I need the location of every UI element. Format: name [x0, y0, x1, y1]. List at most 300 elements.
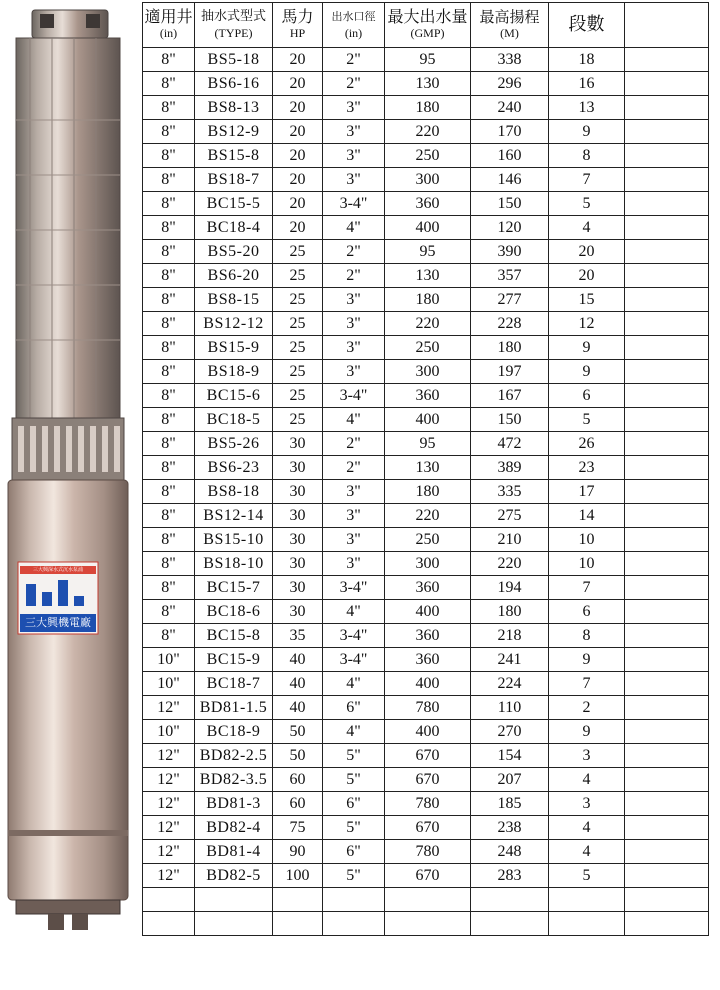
cell-well: 8" [143, 552, 195, 576]
cell-hp: 20 [273, 216, 323, 240]
cell-hp: 30 [273, 528, 323, 552]
cell-hp: 20 [273, 120, 323, 144]
cell-head: 338 [471, 48, 549, 72]
cell-stages: 5 [549, 192, 625, 216]
cell-empty [273, 912, 323, 936]
cell-head: 146 [471, 168, 549, 192]
cell-extra [625, 768, 709, 792]
cell-flow: 180 [385, 288, 471, 312]
cell-flow: 780 [385, 840, 471, 864]
table-row [143, 816, 709, 840]
cell-well: 12" [143, 840, 195, 864]
cell-head: 154 [471, 744, 549, 768]
cell-extra [625, 648, 709, 672]
cell-model: BC18-4 [195, 216, 273, 240]
cell-well: 8" [143, 408, 195, 432]
cell-extra [625, 600, 709, 624]
cell-stages: 9 [549, 720, 625, 744]
cell-outlet: 3-4" [323, 648, 385, 672]
cell-flow: 300 [385, 552, 471, 576]
cell-well: 8" [143, 336, 195, 360]
cell-stages: 14 [549, 504, 625, 528]
cell-flow: 780 [385, 696, 471, 720]
cell-outlet: 2" [323, 72, 385, 96]
table-row [143, 408, 709, 432]
table-row [143, 768, 709, 792]
cell-model: BS5-26 [195, 432, 273, 456]
cell-head: 283 [471, 864, 549, 888]
cell-head: 238 [471, 816, 549, 840]
cell-hp: 20 [273, 48, 323, 72]
header-stages: 段數 [549, 3, 625, 48]
cell-well: 8" [143, 432, 195, 456]
cell-outlet: 3" [323, 144, 385, 168]
cell-stages: 3 [549, 744, 625, 768]
cell-model: BS6-23 [195, 456, 273, 480]
cell-flow: 670 [385, 864, 471, 888]
table-row [143, 360, 709, 384]
cell-head: 120 [471, 216, 549, 240]
cell-extra [625, 744, 709, 768]
table-row [143, 504, 709, 528]
table-row [143, 480, 709, 504]
cell-hp: 40 [273, 672, 323, 696]
cell-model: BS8-15 [195, 288, 273, 312]
cell-extra [625, 288, 709, 312]
table-row [143, 792, 709, 816]
header-extra [625, 3, 709, 48]
cell-flow: 300 [385, 360, 471, 384]
cell-extra [625, 216, 709, 240]
cell-model: BS6-16 [195, 72, 273, 96]
cell-hp: 35 [273, 624, 323, 648]
cell-flow: 220 [385, 504, 471, 528]
cell-empty [549, 912, 625, 936]
cell-extra [625, 624, 709, 648]
cell-flow: 400 [385, 720, 471, 744]
cell-extra [625, 792, 709, 816]
cell-empty [143, 912, 195, 936]
cell-outlet: 3" [323, 120, 385, 144]
cell-outlet: 3" [323, 288, 385, 312]
cell-well: 8" [143, 96, 195, 120]
cell-extra [625, 144, 709, 168]
table-row [143, 528, 709, 552]
cell-extra [625, 240, 709, 264]
cell-model: BC18-9 [195, 720, 273, 744]
cell-stages: 6 [549, 600, 625, 624]
cell-stages: 5 [549, 408, 625, 432]
cell-outlet: 2" [323, 48, 385, 72]
header-outlet: 出水口徑 (in) [323, 3, 385, 48]
cell-model: BC18-7 [195, 672, 273, 696]
table-row [143, 192, 709, 216]
cell-well: 8" [143, 480, 195, 504]
cell-model: BD82-3.5 [195, 768, 273, 792]
cell-well: 8" [143, 600, 195, 624]
cell-flow: 300 [385, 168, 471, 192]
cell-empty [323, 888, 385, 912]
cell-well: 8" [143, 504, 195, 528]
cell-stages: 9 [549, 120, 625, 144]
cell-empty [625, 888, 709, 912]
cell-model: BS6-20 [195, 264, 273, 288]
cell-extra [625, 576, 709, 600]
cell-stages: 4 [549, 840, 625, 864]
cell-model: BD81-4 [195, 840, 273, 864]
cell-extra [625, 720, 709, 744]
cell-empty [195, 888, 273, 912]
cell-outlet: 5" [323, 864, 385, 888]
cell-flow: 400 [385, 600, 471, 624]
cell-stages: 10 [549, 552, 625, 576]
cell-outlet: 3" [323, 336, 385, 360]
cell-hp: 30 [273, 576, 323, 600]
cell-flow: 180 [385, 480, 471, 504]
cell-head: 207 [471, 768, 549, 792]
cell-head: 110 [471, 696, 549, 720]
cell-model: BD81-1.5 [195, 696, 273, 720]
cell-model: BS12-9 [195, 120, 273, 144]
cell-hp: 25 [273, 336, 323, 360]
cell-extra [625, 504, 709, 528]
table-row [143, 120, 709, 144]
cell-hp: 30 [273, 552, 323, 576]
table-row [143, 456, 709, 480]
cell-outlet: 4" [323, 672, 385, 696]
table-row [143, 696, 709, 720]
cell-hp: 20 [273, 96, 323, 120]
cell-well: 8" [143, 240, 195, 264]
cell-outlet: 3-4" [323, 576, 385, 600]
cell-extra [625, 432, 709, 456]
cell-well: 8" [143, 48, 195, 72]
pump-motor-body [8, 480, 128, 900]
cell-hp: 50 [273, 720, 323, 744]
cell-well: 10" [143, 648, 195, 672]
cell-stages: 3 [549, 792, 625, 816]
cell-stages: 7 [549, 672, 625, 696]
cell-extra [625, 696, 709, 720]
cell-head: 357 [471, 264, 549, 288]
cell-outlet: 3-4" [323, 192, 385, 216]
cell-head: 160 [471, 144, 549, 168]
cell-stages: 5 [549, 864, 625, 888]
cell-stages: 7 [549, 576, 625, 600]
cell-hp: 25 [273, 408, 323, 432]
cell-well: 12" [143, 792, 195, 816]
cell-stages: 16 [549, 72, 625, 96]
cell-model: BS8-13 [195, 96, 273, 120]
cell-flow: 360 [385, 624, 471, 648]
cell-well: 10" [143, 672, 195, 696]
table-row [143, 624, 709, 648]
cell-hp: 30 [273, 600, 323, 624]
cell-well: 8" [143, 456, 195, 480]
cell-stages: 17 [549, 480, 625, 504]
cell-well: 12" [143, 744, 195, 768]
cell-hp: 30 [273, 432, 323, 456]
cell-flow: 670 [385, 768, 471, 792]
cell-hp: 100 [273, 864, 323, 888]
cell-extra [625, 840, 709, 864]
cell-outlet: 4" [323, 600, 385, 624]
cell-hp: 20 [273, 192, 323, 216]
cell-model: BC15-6 [195, 384, 273, 408]
table-row [143, 216, 709, 240]
cell-well: 8" [143, 264, 195, 288]
cell-outlet: 3-4" [323, 384, 385, 408]
cell-head: 240 [471, 96, 549, 120]
cell-well: 8" [143, 288, 195, 312]
cell-head: 180 [471, 336, 549, 360]
cell-flow: 180 [385, 96, 471, 120]
cell-well: 8" [143, 360, 195, 384]
cell-stages: 26 [549, 432, 625, 456]
cell-outlet: 5" [323, 816, 385, 840]
cell-head: 390 [471, 240, 549, 264]
cell-head: 150 [471, 408, 549, 432]
cell-extra [625, 48, 709, 72]
cell-model: BS18-9 [195, 360, 273, 384]
cell-well: 12" [143, 696, 195, 720]
table-row [143, 432, 709, 456]
cell-outlet: 6" [323, 792, 385, 816]
cell-well: 8" [143, 144, 195, 168]
cell-hp: 25 [273, 360, 323, 384]
cell-flow: 400 [385, 672, 471, 696]
table-row [143, 864, 709, 888]
cell-model: BC15-9 [195, 648, 273, 672]
cell-model: BS15-10 [195, 528, 273, 552]
cell-outlet: 3" [323, 312, 385, 336]
cell-flow: 400 [385, 216, 471, 240]
cell-outlet: 3" [323, 360, 385, 384]
cell-flow: 95 [385, 240, 471, 264]
cell-head: 296 [471, 72, 549, 96]
cell-hp: 30 [273, 456, 323, 480]
cell-flow: 95 [385, 432, 471, 456]
cell-flow: 670 [385, 744, 471, 768]
cell-empty [549, 888, 625, 912]
cell-outlet: 6" [323, 696, 385, 720]
cell-extra [625, 384, 709, 408]
cell-outlet: 4" [323, 408, 385, 432]
cell-extra [625, 96, 709, 120]
cell-hp: 25 [273, 240, 323, 264]
cell-model: BC15-8 [195, 624, 273, 648]
cell-flow: 250 [385, 336, 471, 360]
cell-stages: 8 [549, 624, 625, 648]
cell-stages: 10 [549, 528, 625, 552]
cell-stages: 6 [549, 384, 625, 408]
cell-hp: 75 [273, 816, 323, 840]
cell-outlet: 3" [323, 168, 385, 192]
cell-outlet: 2" [323, 264, 385, 288]
cell-model: BS12-14 [195, 504, 273, 528]
cell-extra [625, 312, 709, 336]
cell-outlet: 3" [323, 552, 385, 576]
cell-stages: 4 [549, 768, 625, 792]
table-row [143, 264, 709, 288]
cell-hp: 40 [273, 648, 323, 672]
cell-stages: 4 [549, 816, 625, 840]
cell-flow: 400 [385, 408, 471, 432]
table-row [143, 384, 709, 408]
cell-extra [625, 408, 709, 432]
cell-outlet: 3" [323, 480, 385, 504]
cell-stages: 4 [549, 216, 625, 240]
pump-bottom-cap [16, 900, 120, 914]
cell-flow: 360 [385, 384, 471, 408]
table-row [143, 672, 709, 696]
cell-stages: 2 [549, 696, 625, 720]
cell-head: 220 [471, 552, 549, 576]
cell-outlet: 3-4" [323, 624, 385, 648]
cell-head: 275 [471, 504, 549, 528]
cell-hp: 20 [273, 168, 323, 192]
cell-hp: 25 [273, 312, 323, 336]
cell-hp: 50 [273, 744, 323, 768]
table-row [143, 96, 709, 120]
cell-extra [625, 672, 709, 696]
pump-upper-section [16, 38, 120, 418]
cell-hp: 30 [273, 480, 323, 504]
cell-flow: 130 [385, 456, 471, 480]
cell-stages: 20 [549, 240, 625, 264]
cell-flow: 130 [385, 264, 471, 288]
cell-hp: 60 [273, 792, 323, 816]
cell-flow: 250 [385, 528, 471, 552]
cell-extra [625, 264, 709, 288]
table-row [143, 720, 709, 744]
cell-head: 389 [471, 456, 549, 480]
cell-stages: 20 [549, 264, 625, 288]
cell-stages: 7 [549, 168, 625, 192]
cell-extra [625, 480, 709, 504]
cell-head: 185 [471, 792, 549, 816]
cell-well: 8" [143, 168, 195, 192]
cell-well: 8" [143, 72, 195, 96]
table-row [143, 600, 709, 624]
cell-well: 10" [143, 720, 195, 744]
cell-head: 335 [471, 480, 549, 504]
table-row [143, 840, 709, 864]
cell-head: 180 [471, 600, 549, 624]
cell-model: BC15-7 [195, 576, 273, 600]
table-row [143, 648, 709, 672]
cell-well: 8" [143, 192, 195, 216]
cell-flow: 780 [385, 792, 471, 816]
cell-head: 194 [471, 576, 549, 600]
pump-badge-text: 三大興深水式沉水泵浦 [32, 567, 83, 573]
cell-well: 8" [143, 120, 195, 144]
cell-head: 170 [471, 120, 549, 144]
cell-model: BS15-8 [195, 144, 273, 168]
cell-model: BS15-9 [195, 336, 273, 360]
cell-model: BC18-5 [195, 408, 273, 432]
cell-model: BD82-4 [195, 816, 273, 840]
cell-hp: 25 [273, 384, 323, 408]
cell-stages: 12 [549, 312, 625, 336]
cell-head: 241 [471, 648, 549, 672]
cell-empty [143, 888, 195, 912]
table-row [143, 240, 709, 264]
cell-empty [471, 888, 549, 912]
cell-empty [323, 912, 385, 936]
cell-model: BD82-5 [195, 864, 273, 888]
cell-flow: 360 [385, 192, 471, 216]
cell-outlet: 3" [323, 96, 385, 120]
cell-hp: 25 [273, 288, 323, 312]
cell-extra [625, 552, 709, 576]
cell-hp: 25 [273, 264, 323, 288]
table-row [143, 144, 709, 168]
header-flow: 最大出水量 (GMP) [385, 3, 471, 48]
cell-model: BS8-18 [195, 480, 273, 504]
empty-row [143, 888, 709, 912]
cell-stages: 15 [549, 288, 625, 312]
cell-well: 8" [143, 384, 195, 408]
table-row [143, 168, 709, 192]
header-head: 最高揚程 (M) [471, 3, 549, 48]
cell-flow: 360 [385, 576, 471, 600]
cell-stages: 13 [549, 96, 625, 120]
cell-extra [625, 528, 709, 552]
cell-model: BC15-5 [195, 192, 273, 216]
table-row [143, 288, 709, 312]
table-row [143, 48, 709, 72]
cell-well: 12" [143, 816, 195, 840]
cell-head: 167 [471, 384, 549, 408]
cell-hp: 20 [273, 72, 323, 96]
cell-head: 277 [471, 288, 549, 312]
cell-flow: 670 [385, 816, 471, 840]
cell-outlet: 4" [323, 720, 385, 744]
pump-spec-table [142, 2, 709, 936]
cell-empty [385, 888, 471, 912]
cell-extra [625, 864, 709, 888]
cell-head: 472 [471, 432, 549, 456]
cell-head: 210 [471, 528, 549, 552]
header-model: 抽水式型式 (TYPE) [195, 3, 273, 48]
cell-head: 228 [471, 312, 549, 336]
cell-model: BS18-10 [195, 552, 273, 576]
cell-flow: 95 [385, 48, 471, 72]
cell-well: 8" [143, 528, 195, 552]
cell-flow: 220 [385, 312, 471, 336]
cell-stages: 9 [549, 360, 625, 384]
cell-empty [385, 912, 471, 936]
table-row [143, 312, 709, 336]
cell-extra [625, 360, 709, 384]
cell-model: BD82-2.5 [195, 744, 273, 768]
cell-head: 197 [471, 360, 549, 384]
cell-extra [625, 336, 709, 360]
cell-hp: 60 [273, 768, 323, 792]
cell-extra [625, 816, 709, 840]
table-row [143, 744, 709, 768]
table-row [143, 72, 709, 96]
cell-extra [625, 72, 709, 96]
cell-outlet: 3" [323, 504, 385, 528]
cell-well: 12" [143, 768, 195, 792]
cell-flow: 220 [385, 120, 471, 144]
cell-outlet: 4" [323, 216, 385, 240]
cell-empty [471, 912, 549, 936]
header-hp: 馬力 HP [273, 3, 323, 48]
table-row [143, 336, 709, 360]
